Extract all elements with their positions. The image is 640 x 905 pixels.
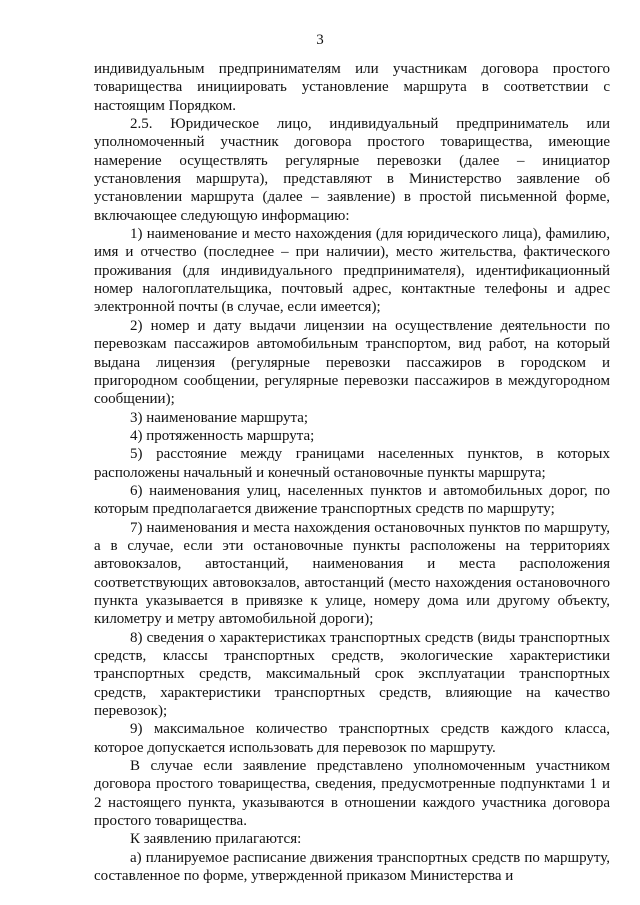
list-item-8: 8) сведения о характеристиках транспортных средств (виды транспортных средств, классы транспортных средств, экологические характеристики транспортных средств, максимальный срок эксплуатации транспортных средств, характеристики транспортных средств, влияющие на качество перевозок); <box>94 629 610 720</box>
list-item-9: 9) максимальное количество транспортных средств каждого класса, которое допускается использовать для перевозок по маршруту. <box>94 721 610 756</box>
list-item-5: 5) расстояние между границами населенных пунктов, в которых расположены начальный и конечный остановочные пункты маршрута; <box>94 446 610 481</box>
paragraph-clause-2-5: 2.5. Юридическое лицо, индивидуальный предприниматель или уполномоченный участник договора простого товарищества, имеющие намерение осуществлять регулярные перевозки (далее – инициатор установления маршрута), представляют в Министерство заявление об установлении маршрута (далее – заявление) в простой письменной форме, включающее следующую информацию: <box>94 116 610 224</box>
list-item-1: 1) наименование и место нахождения (для юридического лица), фамилию, имя и отчество (последнее – при наличии), место жительства, фактического проживания (для индивидуального предпринимателя), идентификационный номер налогоплательщика, почтовый адрес, контактные телефоны и адрес электронной почты (в случае, если имеется); <box>94 226 610 316</box>
paragraph-continuation: индивидуальным предпринимателям или участникам договора простого товарищества инициировать установление маршрута в соответствии с настоящим Порядком. <box>94 61 610 114</box>
list-item-6: 6) наименования улиц, населенных пунктов и автомобильных дорог, по которым предполагается движение транспортных средств по маршруту; <box>94 482 610 518</box>
document-body <box>94 60 610 885</box>
paragraph-attachments-heading: К заявлению прилагаются: <box>130 831 302 848</box>
list-item-4: 4) протяженность маршрута; <box>130 427 315 444</box>
page-number: 3 <box>316 32 324 48</box>
paragraph-authorized-participant: В случае если заявление представлено уполномоченным участником договора простого товарищества, сведения, предусмотренные подпунктами 1 и 2 настоящего пункта, указываются в отношении каждого участника договора простого товарищества. <box>94 758 610 830</box>
list-item-3: 3) наименование маршрута; <box>130 409 309 426</box>
list-item-7: 7) наименования и места нахождения остановочных пунктов по маршруту, а в случае, если эти остановочные пункты расположены на территориях автовокзалов, автостанций, наименования и места расположения соответствующих автовокзалов, автостанций (место нахождения остановочного пункта указывается в привязке к улице, номеру дома или другому объекту, километру и метру автомобильной дороги); <box>94 519 610 628</box>
list-item-2: 2) номер и дату выдачи лицензии на осуществление деятельности по перевозкам пассажиров автомобильным транспортом, вид работ, на который выдана лицензия (регулярные перевозки пассажиров в городском и пригородном сообщении, регулярные перевозки пассажиров в междугородном сообщении); <box>94 317 610 408</box>
list-item-a: а) планируемое расписание движения транспортных средств по маршруту, составленное по форме, утвержденной приказом Министерства и <box>94 849 610 885</box>
